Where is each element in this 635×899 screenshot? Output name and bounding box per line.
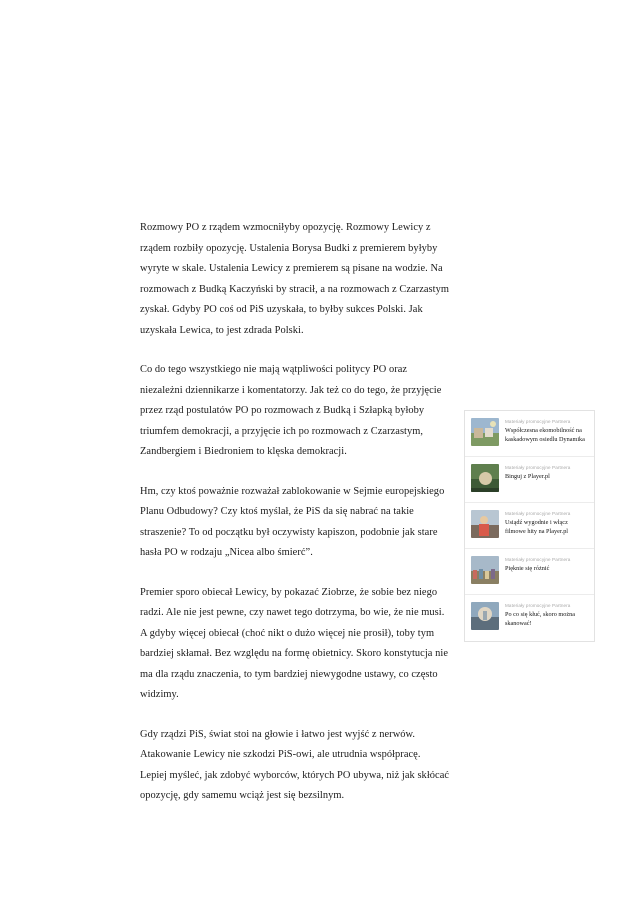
promo-title: Po co się kłuć, skoro można skanować! — [505, 611, 575, 627]
article-paragraph: Premier sporo obiecał Lewicy, by pokazać Ziobrze, że sobie bez niego radzi. Ale nie jest pewne, czy nawet tego dotrzyma, bo wie, że nie musi. A gdyby więcej obiecał (choć nikt o dużo więcej nie prosił), toby tym bardziej skłamał. Bez względu na formę obietnicy. Skoro konstytucja nie ma dla rządu znaczenia, to tym bardziej niewygodne ustawy, co często widzimy. — [140, 586, 448, 700]
promo-text — [505, 602, 588, 628]
promo-title: Binguj z Player.pl — [505, 473, 550, 480]
article-paragraph: Gdy rządzi PiS, świat stoi na głowie i łatwo jest wyjść z nerwów. Atakowanie Lewicy nie szkodzi PiS-owi, ale utrudnia współpracę. Lepiej myśleć, jak zdobyć wyborców, których PO ubywa, niż jak skłócać opozycję, gdy samemu wciąż jest się bezsilnym. — [140, 728, 450, 801]
promo-title: Pięknie się różnić — [505, 565, 550, 572]
thumb-player-hits-icon — [471, 510, 499, 538]
promo-text — [505, 556, 588, 574]
article-paragraph: Co do tego wszystkiego nie mają wątpliwości politycy PO oraz niezależni dziennikarze i komentatorzy. Jak też co do tego, że przyjęcie przez rząd postulatów PO po rozmowach z Budką i Szłapką byłoby triumfem demokracji, a przyjęcie ich po rozmowach z Czarzastym, Zandbergiem i Biedroniem to klęska demokracji. — [140, 364, 442, 457]
promo-text — [505, 464, 588, 482]
promo-label: Materiały promocyjne Partnera — [505, 557, 571, 562]
list-item[interactable] — [465, 503, 594, 549]
promoted-content-sidebar — [464, 410, 595, 642]
list-item[interactable] — [465, 457, 594, 503]
thumb-eco-housing-icon — [471, 418, 499, 446]
thumb-binguj-player-icon — [471, 464, 499, 492]
promo-title: Usiądź wygodnie i włącz filmowe hity na Player.pl — [505, 519, 569, 535]
article-paragraph: Rozmowy PO z rządem wzmocniłyby opozycję. Rozmowy Lewicy z rządem rozbiły opozycję. Ustalenia Borysa Budki z premierem byłyby wyryte w skale. Ustalenia Lewicy z premierem są pisane na wodzie. Na rozmowach z Budką Kaczyński by stracił, a na rozmowach z Czarzastym zyskał. Gdyby PO coś od PiS uzyskała, to byłby sukces Polski. Jak uzyskała Lewica, to jest zdrada Polski. — [140, 222, 449, 336]
article-paragraph: Hm, czy ktoś poważnie rozważał zablokowanie w Sejmie europejskiego Planu Odbudowy? Czy ktoś myślał, że PiS da się nabrać na takie straszenie? To od początku był oczywisty kapiszon, podobnie jak stare hasła PO w rodzaju „Nicea albo śmierć”. — [140, 485, 445, 558]
list-item[interactable] — [465, 595, 594, 641]
list-item[interactable] — [465, 549, 594, 595]
promo-label: Materiały promocyjne Partnera — [505, 603, 571, 608]
thumb-skanowanie-icon — [471, 602, 499, 630]
promo-title: Współczesna ekomobilność na kaskadowym osiedlu Dynamika — [505, 427, 585, 443]
promo-label: Materiały promocyjne Partnera — [505, 465, 571, 470]
promo-text — [505, 510, 588, 536]
thumb-pieknie-sie-roznic-icon — [471, 556, 499, 584]
promo-label: Materiały promocyjne Partnera — [505, 419, 571, 424]
promo-text — [505, 418, 588, 444]
article-body — [140, 218, 450, 826]
promo-label: Materiały promocyjne Partnera — [505, 511, 571, 516]
list-item[interactable] — [465, 411, 594, 457]
